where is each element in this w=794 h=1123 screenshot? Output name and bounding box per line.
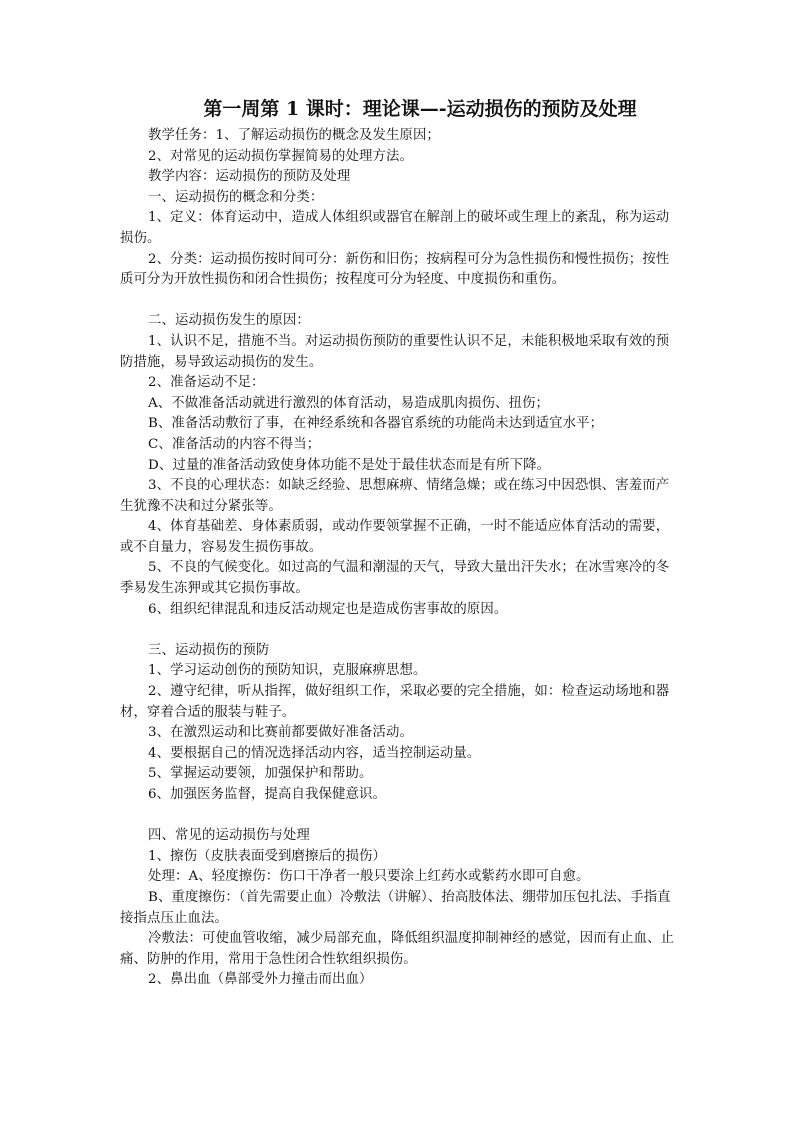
- section-heading: 三、运动损伤的预防: [148, 642, 270, 658]
- section-heading: 一、运动损伤的概念和分类：: [148, 189, 324, 205]
- paragraph: 1、擦伤（皮肤表面受到磨擦后的损伤）: [148, 848, 386, 864]
- section-heading: 二、运动损伤发生的原因：: [148, 313, 310, 329]
- paragraph: 5、掌握运动要领，加强保护和帮助。: [148, 766, 373, 782]
- paragraph: 冷敷法：可使血管收缩，减少局部充血，降低组织温度抑制神经的感觉，因而有止血、止痛、防肿的作用，常用于急性闭合性软组织损伤。: [120, 931, 675, 967]
- paragraph: 6、加强医务监督，提高自我保健意识。: [148, 787, 386, 802]
- paragraph: 2、分类：运动损伤按时间可分：新伤和旧伤；按病程可分为急性损伤和慢性损伤；按性质可分为开放性损伤和闭合性损伤；按程度可分为轻度、中度损伤和重伤。: [120, 251, 670, 288]
- paragraph: 4、体育基础差、身体素质弱，或动作要领掌握不正确，一时不能适应体育活动的需要，或不自量力，容易发生损伤事故。: [120, 519, 670, 555]
- paragraph: 教学任务：1、了解运动损伤的概念及发生原因；: [148, 128, 440, 143]
- paragraph: B、重度擦伤：（首先需要止血）冷敷法（讲解）、抬高肢体法、绷带加压包扎法、手指直接指点压止血法。: [120, 889, 671, 926]
- paragraph: 2、遵守纪律，听从指挥，做好组织工作，采取必要的完全措施，如：检查运动场地和器材，穿着合适的服装与鞋子。: [120, 684, 670, 720]
- paragraph: C、准备活动的内容不得当；: [148, 436, 321, 452]
- paragraph: 1、学习运动创伤的预防知识，克服麻痹思想。: [148, 663, 427, 679]
- paragraph: 2、准备运动不足：: [148, 375, 265, 391]
- paragraph: 处理：A、轻度擦伤：伤口干净者一般只要涂上红药水或紫药水即可自愈。: [148, 869, 590, 885]
- blank-line: [120, 806, 680, 827]
- paragraph: 1、认识不足，措施不当。对运动损伤预防的重要性认识不足，未能积极地采取有效的预防措施，易导致运动损伤的发生。: [120, 333, 670, 370]
- paragraph: 2、鼻出血（鼻部受外力撞击而出血）: [148, 972, 373, 988]
- paragraph: 2、对常见的运动损伤掌握简易的处理方法。: [148, 148, 413, 164]
- blank-line: [120, 291, 680, 312]
- paragraph: D、过量的准备活动致使身体功能不是处于最佳状态而是有所下降。: [148, 457, 551, 473]
- section-heading: 四、常见的运动损伤与处理: [148, 828, 310, 844]
- document-body: [120, 126, 680, 991]
- document-title: 第一周第 1 课时：理论课—-运动损伤的预防及处理: [203, 98, 637, 120]
- paragraph: B、准备活动敷衍了事，在神经系统和各器官系统的功能尚未达到适宜水平；: [148, 416, 604, 432]
- paragraph: 3、不良的心理状态：如缺乏经验、思想麻痹、情绪急燥；或在练习中因恐惧、害羞而产生犹豫不决和过分紧张等。: [120, 478, 670, 514]
- paragraph: 4、要根据自己的情况选择活动内容，适当控制运动量。: [148, 745, 481, 761]
- paragraph: 1、定义：体育运动中，造成人体组织或器官在解剖上的破坏或生理上的紊乱，称为运动损伤。: [120, 210, 670, 246]
- paragraph: A、不做准备活动就进行激烈的体育活动，易造成肌肉损伤、扭伤；: [148, 395, 549, 411]
- paragraph: 6、组织纪律混乱和违反活动规定也是造成伤害事故的原因。: [148, 601, 508, 617]
- paragraph: 3、在激烈运动和比赛前都要做好准备活动。: [148, 725, 413, 741]
- paragraph: 教学内容：运动损伤的预防及处理: [148, 169, 351, 185]
- blank-line: [120, 620, 680, 641]
- paragraph: 5、不良的气候变化。如过高的气温和潮湿的天气，导致大量出汗失水；在冰雪寒冷的冬季易发生冻狎或其它损伤事故。: [120, 560, 670, 597]
